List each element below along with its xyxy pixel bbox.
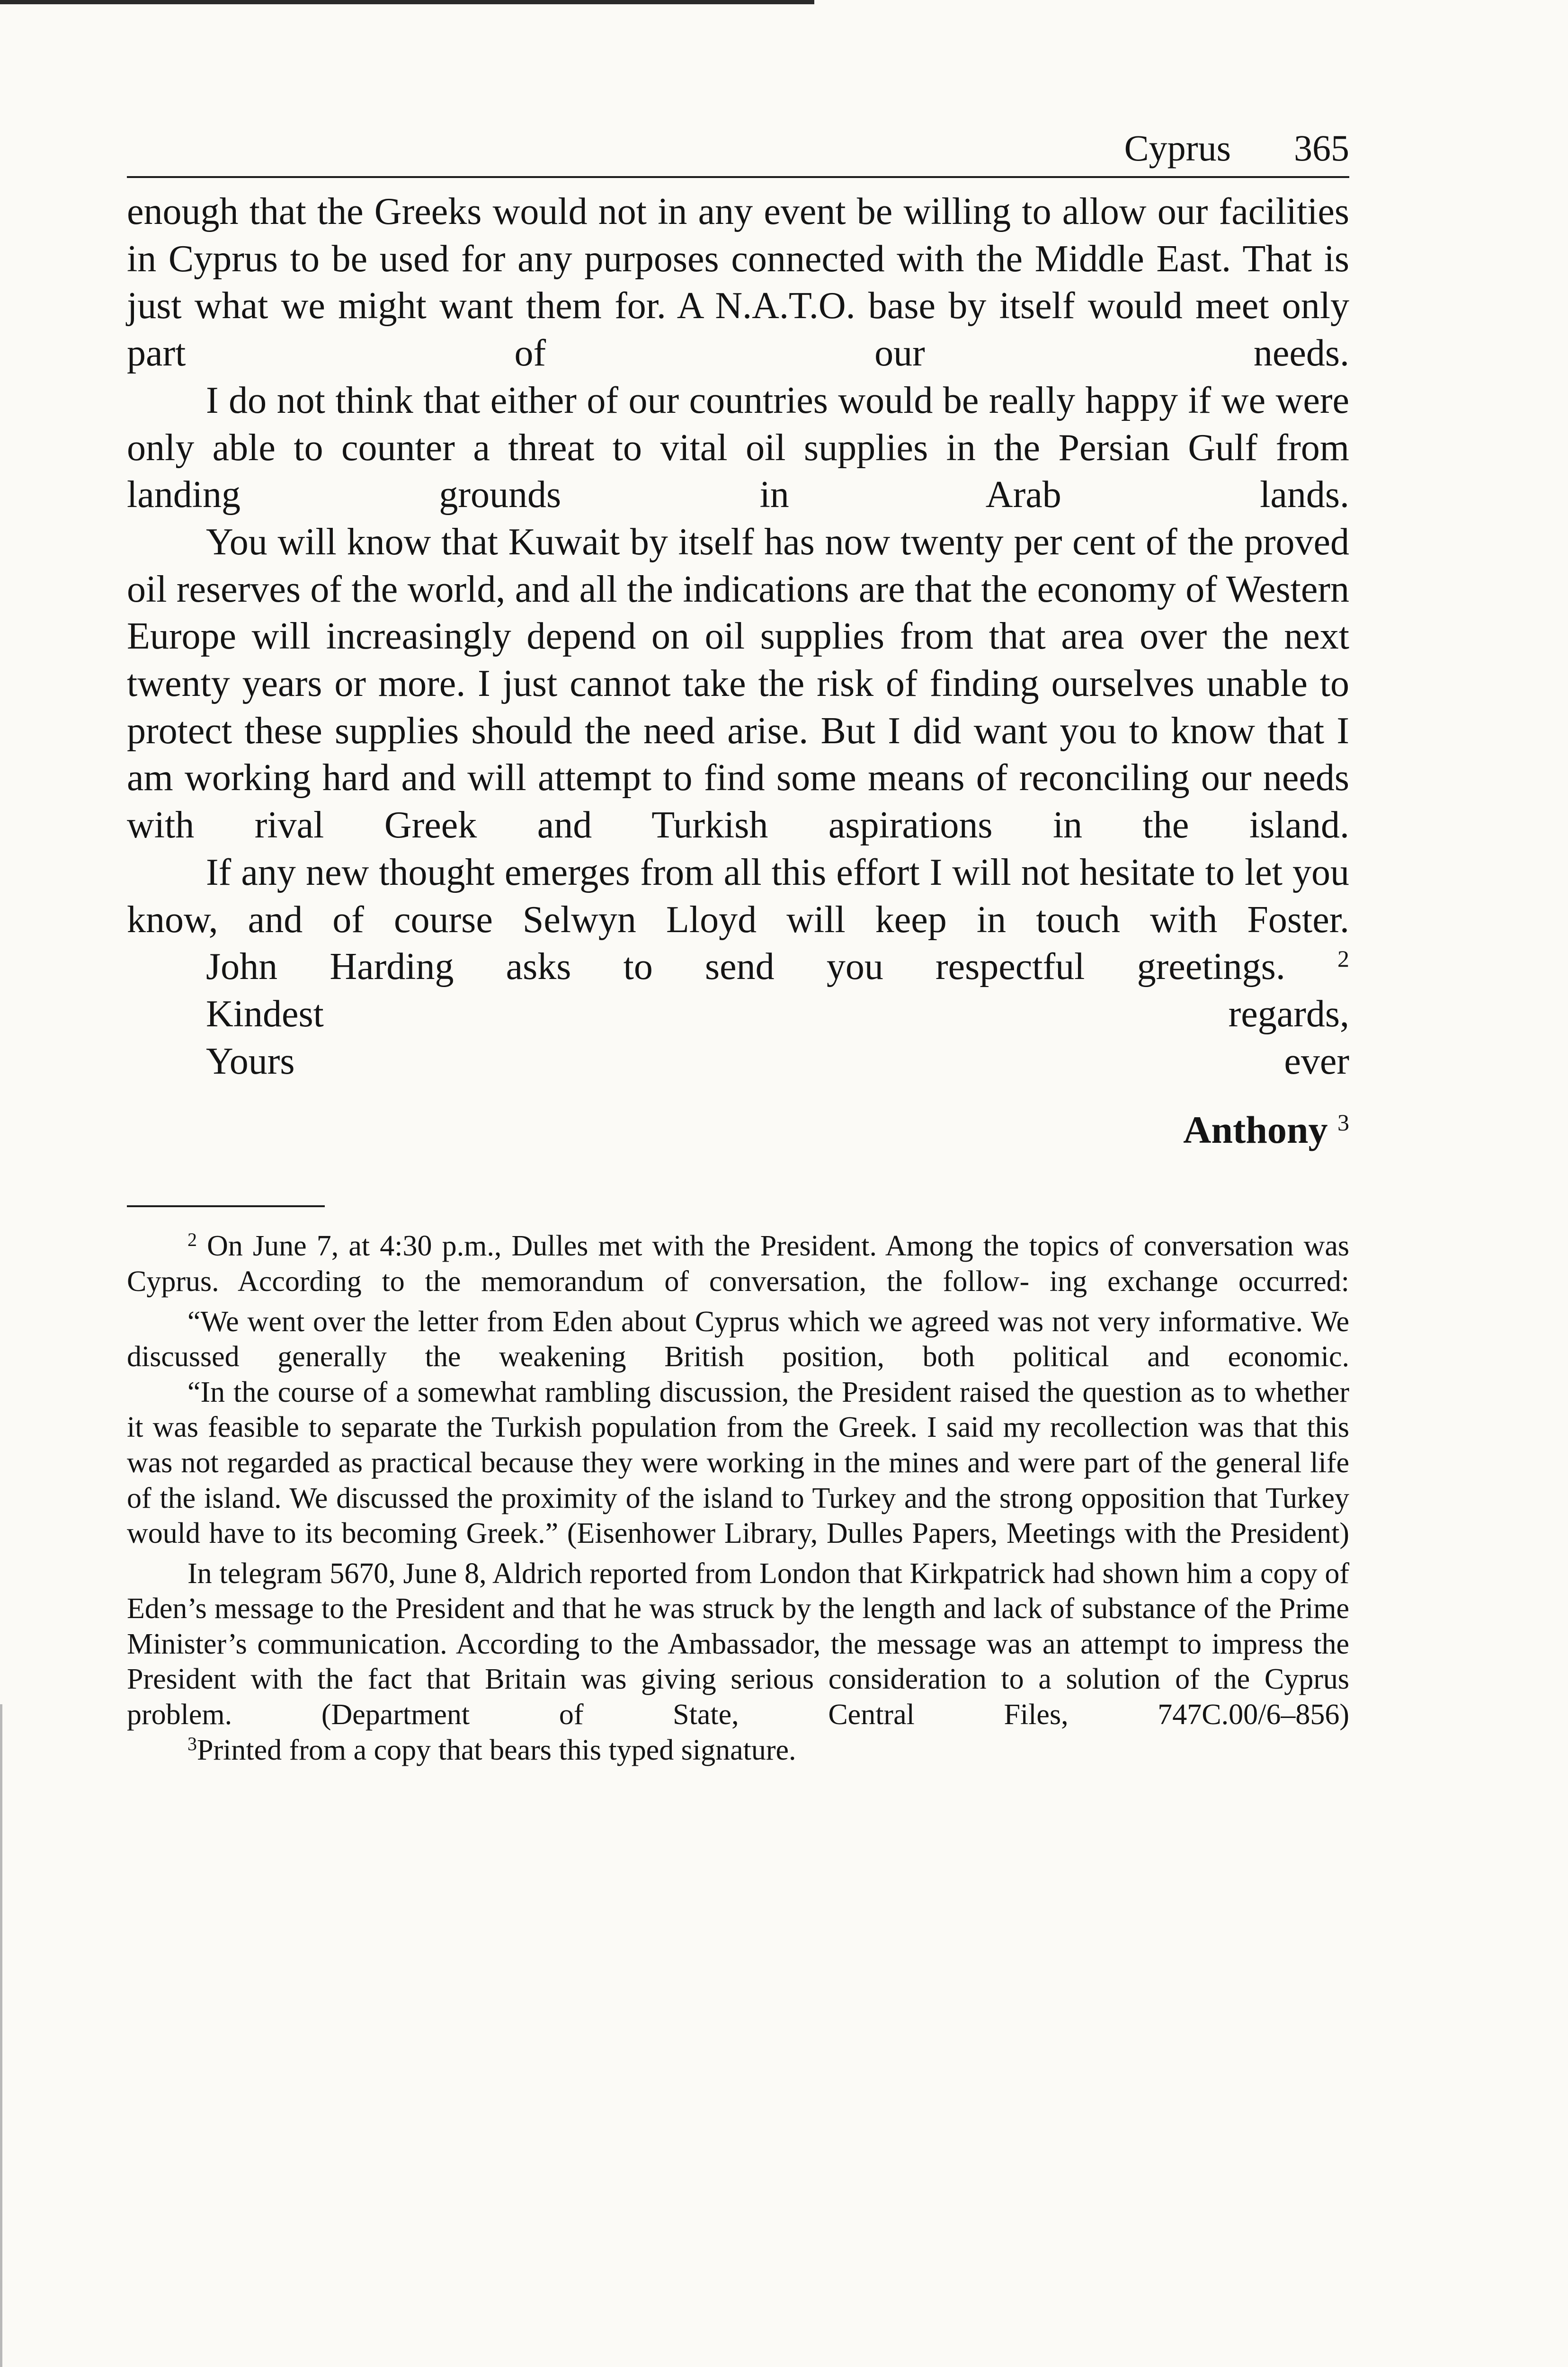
running-head-title: Cyprus [1124,127,1231,169]
text-line: the Middle East. That is just what we might want them for. A [127,238,1350,327]
text-line: happy if we were only able to counter a threat to vital oil supplies [127,379,1350,469]
text-line: in the Persian Gulf from landing grounds in Arab lands. [127,427,1349,516]
paragraph-4 [127,849,1349,943]
signature-name: Anthony [1183,1108,1328,1152]
closing-yours: Yours ever [206,1040,1349,1082]
footnote-2-intro [127,1228,1349,1299]
paragraph-3 [127,519,1349,849]
text-line: cannot take the risk of finding ourselves unable to protect these [127,663,1350,752]
closing-greetings-text: John Harding asks to send you respectful greetings. [206,946,1285,988]
text-line: You will know that Kuwait by itself has now twenty per cent [206,521,1136,563]
closing-greetings [127,943,1349,991]
text-line: length and lack of substance of the Prime Minister’s communication. According to the [127,1593,1350,1660]
footnote-2-marker: 2 [187,1229,197,1251]
text-line: ing exchange occurred: [1049,1265,1350,1298]
text-line: our facilities in Cyprus to be used for any purposes connected with [127,191,1349,280]
text-line: Greek. I said my recollection was that this was not regarded as practical because they [127,1411,1350,1479]
text-line: “We went over the letter from Eden about Cyprus which we agreed was not very [187,1305,1150,1338]
text-line: hesitate to let you know, and of course Selwyn Lloyd will keep in [127,851,1350,941]
text-line: touch with Foster. [1036,899,1350,941]
footnote-ref-2: 2 [1337,945,1349,972]
closing-regards: Kindest regards, [206,993,1349,1035]
text-line: our needs with rival Greek and Turkish aspirations in the island. [127,757,1350,846]
text-line: enough that the Greeks would not in any event be willing to allow [127,191,1147,232]
running-head [127,128,1349,178]
page [127,128,1349,1768]
text-line: shown him a copy of Eden’s message to the President and that he was struck by the [127,1557,1349,1625]
text-line: informative. We discussed generally the weakening British position, both political and [127,1305,1350,1373]
text-line: conversation was Cyprus. According to the memorandum of conversation, the follow- [127,1230,1350,1298]
text-line: Ambassador, the message was an attempt to impress the President with the fact that [127,1628,1349,1696]
text-line: discussed the proximity of the island to Turkey and the strong opposition that [336,1482,1258,1514]
footnote-2-telegram [127,1556,1349,1733]
text-line: “In the course of a somewhat rambling discussion, the President raised the [187,1376,1074,1408]
text-line: Britain was giving serious consideration to a solution of the Cyprus problem. [127,1663,1350,1731]
footnote-3-text: Printed from a copy that bears this typed signature. [197,1734,796,1766]
text-line: question as to whether it was feasible to separate the Turkish population from the [127,1376,1350,1444]
footnote-2-quote-2 [127,1375,1349,1551]
text-line: supplies from that area over the next twenty years or more. I just [127,615,1349,705]
scan-edge-left [0,1704,2,2367]
footnote-2-quote-1 [127,1304,1349,1375]
text-line: of the proved oil reserves of the world, and all the indications are [127,521,1350,610]
text-line: economic. [1228,1341,1349,1373]
text-line: Turkey would have to its becoming Greek.” (Eisenhower Library, Dulles Papers, [127,1482,1349,1550]
page-number: 365 [1294,127,1349,169]
footnotes [127,1228,1349,1768]
letter-body [127,188,1350,1152]
signature [127,1108,1349,1152]
text-line: N.A.T.O. base by itself would meet only part of our needs. [127,285,1350,374]
footnote-3-marker: 3 [187,1733,197,1754]
footnote-rule [127,1205,325,1207]
text-line: am working hard and will attempt to find some means of reconciling [127,757,1190,799]
text-line: were working in the mines and were part of the general life of the island. We [127,1446,1349,1514]
text-line: that the economy of Western Europe will increasingly depend on oil [127,568,1350,658]
paragraph-2 [127,377,1349,519]
text-line: In telegram 5670, June 8, Aldrich reported from London that Kirkpatrick had [187,1557,1095,1590]
text-line: supplies should the need arise. But I did want you to know that I [334,710,1350,752]
text-line: If any new thought emerges from all this effort I will not [206,851,1070,893]
footnote-3 [127,1733,1349,1768]
paragraph-1 [127,188,1349,377]
text-line: I do not think that either of our countries would be really [206,379,1075,421]
footnote-ref-3: 3 [1337,1109,1349,1136]
scan-edge-top [0,0,814,4]
text-line: (Department of State, Central Files, 747C.00/6–856) [321,1699,1350,1731]
text-line: Meetings with the President) [1006,1517,1350,1550]
text-line: On June 7, at 4:30 p.m., Dulles met with the President. Among the topics of [207,1230,1134,1263]
